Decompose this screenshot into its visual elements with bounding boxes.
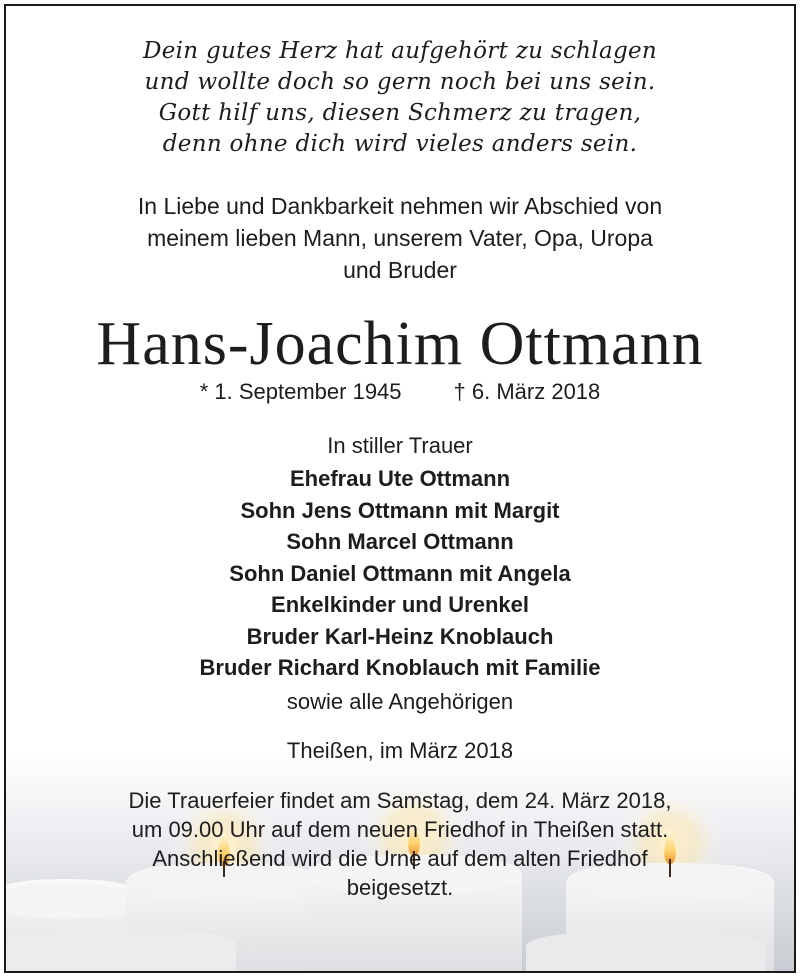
poem-line: denn ohne dich wird vieles anders sein.: [162, 131, 638, 157]
obituary-card: [4, 4, 796, 973]
deceased-name: Hans-Joachim Ottmann: [96, 310, 704, 378]
mourner-name: Bruder Richard Knoblauch mit Familie: [199, 655, 601, 680]
ceremony-line: um 09.00 Uhr auf dem neuen Friedhof in Theißen statt.: [131, 817, 669, 842]
mourner-name: Bruder Karl-Heinz Knoblauch: [246, 623, 554, 649]
mourner-name: Sohn Daniel Ottmann mit Angela: [229, 560, 571, 586]
intro-line: und Bruder: [343, 257, 457, 283]
poem-line: Gott hilf uns, diesen Schmerz zu tragen,: [158, 100, 642, 126]
mourner-name: Enkelkinder und Urenkel: [271, 592, 529, 617]
birth-date: * 1. September 1945: [199, 379, 402, 404]
place-and-date: Theißen, im März 2018: [286, 738, 514, 763]
ceremony-notice: [6, 786, 794, 902]
intro-line: meinem lieben Mann, unserem Vater, Opa, Uropa: [147, 225, 653, 251]
mourner-name: Sohn Jens Ottmann mit Margit: [240, 497, 560, 523]
relatives-note: sowie alle Angehörigen: [286, 689, 514, 714]
ceremony-line: beigesetzt.: [346, 875, 454, 900]
mourners-list: [6, 463, 794, 684]
intro-line: In Liebe und Dankbarkeit nehmen wir Abschied von: [137, 193, 663, 219]
mourner-name: Ehefrau Ute Ottmann: [289, 466, 511, 491]
ceremony-line: Anschließend wird die Urne auf dem alten Friedhof: [152, 846, 648, 871]
poem-verse: [6, 36, 794, 160]
mourner-name: Sohn Marcel Ottmann: [286, 529, 514, 554]
mourning-label: In stiller Trauer: [327, 433, 473, 458]
death-date: † 6. März 2018: [453, 379, 601, 404]
farewell-intro: [6, 190, 794, 286]
poem-line: Dein gutes Herz hat aufgehört zu schlagen: [142, 38, 658, 64]
ceremony-line: Die Trauerfeier findet am Samstag, dem 24. März 2018,: [128, 788, 672, 813]
poem-line: und wollte doch so gern noch bei uns sein.: [144, 69, 656, 95]
life-dates: [6, 378, 794, 406]
